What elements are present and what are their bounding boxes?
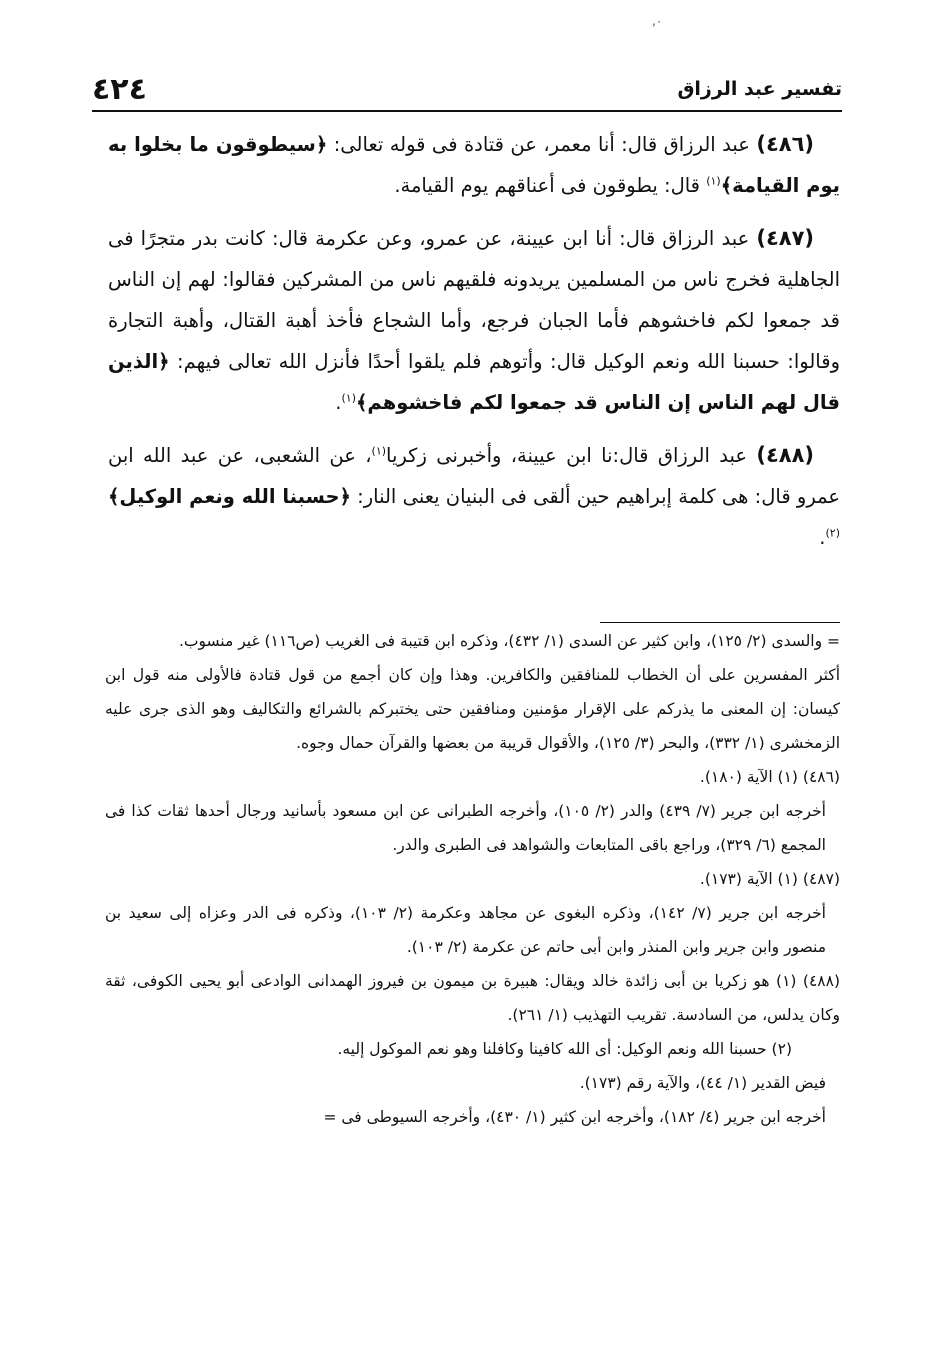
entry-text: ، عن الشعبى، عن عبد الله ابن عمرو قال: هى كلمة إبراهيم حين ألقى فى البنيان يعنى النار:: [108, 444, 840, 508]
footnote-487-body: أخرجه ابن جرير (٧/ ١٤٢)، وذكره البغوى عن مجاهد وعكرمة (٢/ ١٠٣)، وذكره فى الدر وعزاه إلى سعيد بن منصور وابن جرير وابن المنذر وابن أبى حاتم عن عكرمة (٢/ ١٠٣).: [105, 904, 826, 956]
entry-text: عبد الرزاق قال: أنا معمر، عن قتادة فى قوله تعالى:: [327, 133, 757, 156]
footnote-486-body: أخرجه ابن جرير (٧/ ٤٣٩) والدر (٢/ ١٠٥)، وأخرجه الطبرانى عن ابن مسعود بأسانيد ورجال أحدها ثقات كذا فى المجمع (٦/ ٣٢٩)، وراجع باقى المتابعات والشواهد فى الطبرى والدر.: [105, 802, 826, 854]
footnote-ref: (١): [371, 444, 387, 458]
entry-text: قال: يطوقون فى أعناقهم يوم القيامة.: [394, 174, 707, 197]
footnote-486-head: (٤٨٦) (١) الآية (١٨٠).: [699, 768, 840, 786]
entry-text: .: [335, 391, 342, 414]
footnote-488-1: (٤٨٨) (١) هو زكريا بن أبى زائدة خالد ويقال: هبيرة بن ميمون بن فيروز الهمدانى الوادعى أبو يحيى الكوفى، ثقة وكان يدلس، من السادسة. تقريب التهذيب (١/ ٢٦١).: [105, 972, 840, 1024]
entry-text: عبد الرزاق قال:نا ابن عيينة، وأخبرنى زكريا: [386, 444, 757, 467]
footnote-divider: [600, 622, 840, 623]
page-number: ٤٢٤: [92, 72, 147, 107]
quran-verse: ﴿سيطوقون ما بخلوا به يوم القيامة﴾: [108, 133, 840, 197]
quran-verse: ﴿الذين قال لهم الناس إن الناس قد جمعوا لكم فاخشوهم﴾: [108, 350, 840, 414]
running-header: [92, 70, 842, 112]
footnote-487-head: (٤٨٧) (١) الآية (١٧٣).: [699, 870, 840, 888]
entry-number: (٤٨٦): [756, 132, 815, 156]
footnote-continued: = والسدى (٢/ ١٢٥)، وابن كثير عن السدى (١/ ٤٣٢)، وذكره ابن قتيبة فى الغريب (ص١١٦) غير منسوب.: [178, 632, 840, 650]
entry-487: [108, 218, 840, 423]
footnote-ref: (١): [341, 391, 356, 405]
footnote-ref: (١): [706, 174, 721, 188]
quran-verse: ﴿حسبنا الله ونعم الوكيل﴾: [108, 485, 351, 508]
entry-486: [108, 124, 840, 206]
footnote-continued: أكثر المفسرين على أن الخطاب للمنافقين والكافرين. وهذا وإن كان أجمع من قول قتادة فالأولى منه قول ابن كيسان: إن المعنى ما يذركم على الإقرار مؤمنين ومنافقين حتى يختبركم بالشرائع والتكاليف وهو الذى جرى عليه الزمخشرى (١/ ٣٣٢)، والبحر (٣/ ١٢٥)، والأقوال قريبة من بعضها والقرآن حمال وجوه.: [105, 666, 840, 752]
footnote-488-3: فيض القدير (١/ ٤٤)، والآية رقم (١٧٣).: [579, 1074, 826, 1092]
entry-number: (٤٨٨): [756, 443, 814, 467]
entry-number: (٤٨٧): [756, 226, 814, 250]
entry-488: [108, 435, 840, 558]
footnote-488-4: أخرجه ابن جرير (٤/ ١٨٢)، وأخرجه ابن كثير (١/ ٤٣٠)، وأخرجه السيوطى فى =: [323, 1108, 826, 1126]
footnotes: [105, 624, 840, 1134]
entry-text: .: [819, 526, 826, 549]
print-speck: ٠‚: [652, 14, 663, 28]
entry-text: عبد الرزاق قال: أنا ابن عيينة، عن عمرو، وعن عكرمة قال: كانت بدر متجرًا فى الجاهلية فخرج ناس من المسلمين يريدونه فلقيهم ناس من المشركين فقالوا: لهم إن الناس قد جمعوا لكم فاخشوهم فأما الجبان فرجع، وأما الشجاع فأخذ أهبة القتال، وأهبة التجارة وقالوا: حسبنا الله ونعم الوكيل قال: وأتوهم فلم يلقوا أحدًا فأنزل الله تعالى فيهم:: [108, 227, 840, 373]
footnote-ref: (٢): [825, 526, 840, 540]
running-title: تفسير عبد الرزاق: [677, 78, 842, 100]
main-text: [108, 124, 840, 570]
footnote-488-2: (٢) حسبنا الله ونعم الوكيل: أى الله كافينا وكافلنا وهو نعم الموكول إليه.: [337, 1040, 792, 1058]
